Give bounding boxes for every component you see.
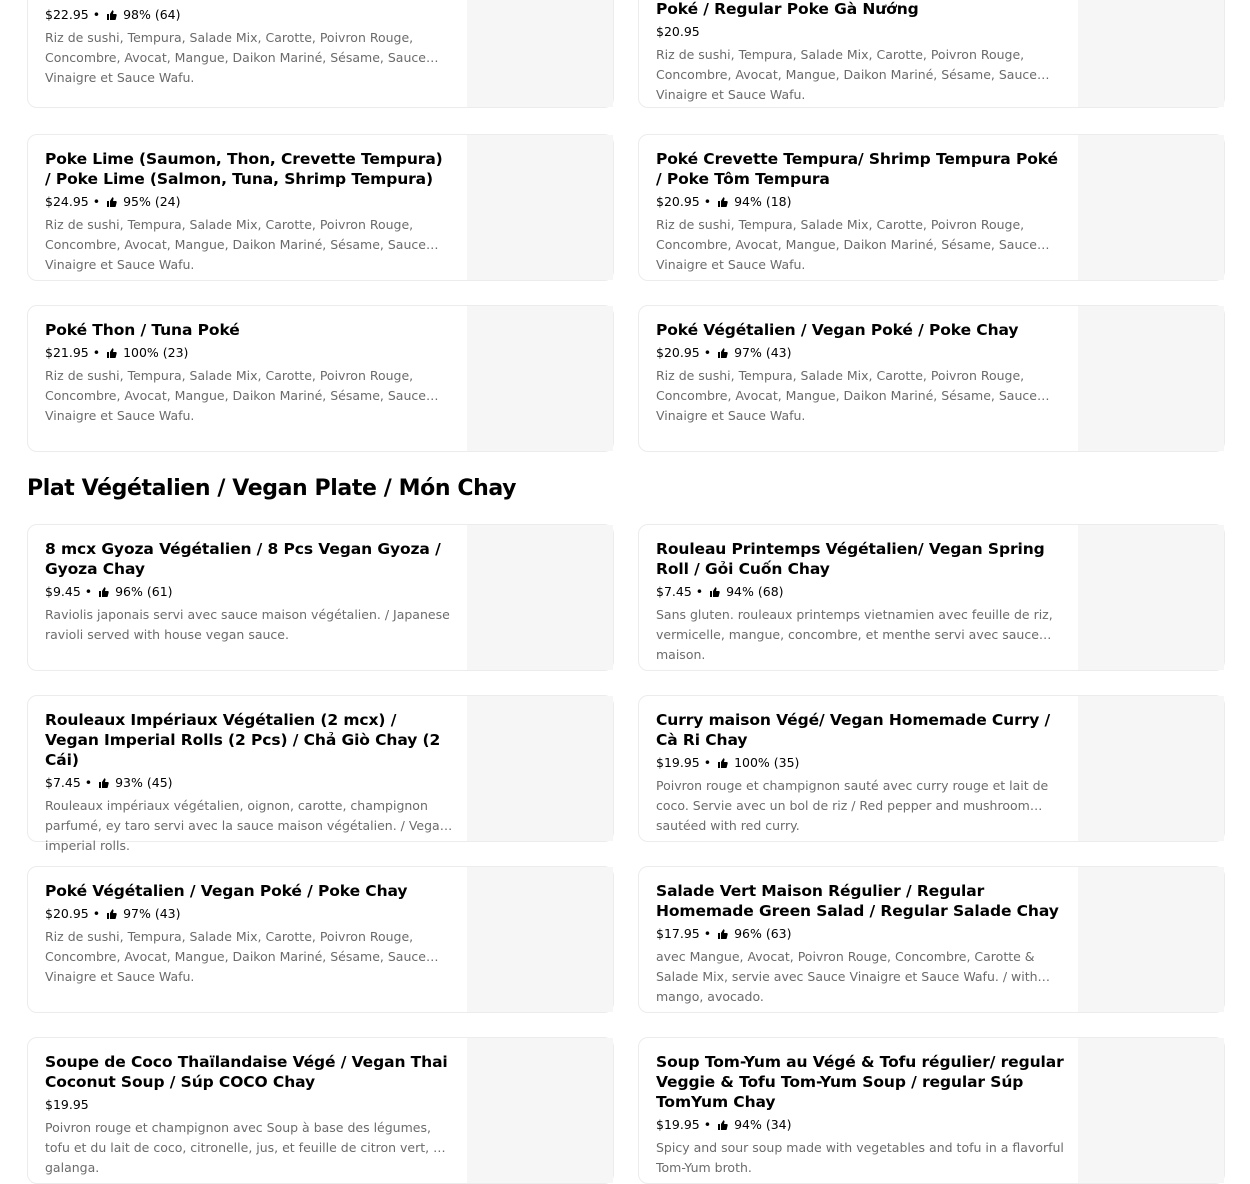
menu-item-title: 8 mcx Gyoza Végétalien / 8 Pcs Vegan Gyoza / Gyoza Chay (45, 540, 441, 578)
thumbs-up-icon (106, 196, 118, 208)
menu-item-meta: $19.95 • 100% (35) (656, 755, 800, 770)
menu-item-image (1078, 306, 1224, 451)
menu-item-meta: $9.45 • 96% (61) (45, 584, 173, 599)
menu-item-meta: $24.95 • 95% (24) (45, 194, 181, 209)
section-title: Plat Végétalien / Vegan Plate / Món Chay (27, 476, 517, 501)
menu-item-image (467, 306, 613, 451)
menu-item-rating: 100% (35) (734, 755, 800, 770)
menu-item-text (45, 149, 453, 272)
menu-item-price: $19.95 (45, 1097, 89, 1112)
menu-item-rating: 98% (64) (123, 7, 181, 22)
thumbs-up-icon (717, 196, 729, 208)
menu-item-title: Curry maison Végé/ Vegan Homemade Curry / Cà Ri Chay (656, 711, 1051, 749)
menu-item-text (656, 0, 1064, 102)
menu-item-image (467, 0, 613, 107)
menu-item-description: Riz de sushi, Tempura, Salade Mix, Carotte, Poivron Rouge, Concombre, Avocat, Mangue, Daikon Mariné, Sésame, Sauce Vinaigre et Sauce Wafu. (45, 30, 426, 85)
menu-item-description: Sans gluten. rouleaux printemps vietnamien avec feuille de riz, vermicelle, mangue, concombre, et menthe servi avec sauce maison. (656, 607, 1053, 662)
thumbs-up-icon (98, 777, 110, 789)
menu-item-card[interactable] (638, 695, 1225, 842)
menu-item-image (1078, 135, 1224, 280)
menu-item-meta: $20.95 • 97% (43) (45, 906, 181, 921)
menu-item-meta: $22.95 • 98% (64) (45, 7, 181, 22)
menu-item-card[interactable] (638, 0, 1225, 108)
menu-item-image (1078, 525, 1224, 670)
menu-item-text (45, 1052, 453, 1175)
menu-item-image (1078, 1038, 1224, 1183)
menu-item-price: $20.95 (656, 24, 700, 39)
menu-item-text (45, 7, 453, 85)
menu-item-description: Riz de sushi, Tempura, Salade Mix, Carotte, Poivron Rouge, Concombre, Avocat, Mangue, Daikon Mariné, Sésame, Sauce Vinaigre et Sauce Wafu. (656, 47, 1037, 102)
thumbs-up-icon (717, 1119, 729, 1131)
menu-item-price: $20.95 (656, 194, 700, 209)
menu-item-card[interactable] (27, 1037, 614, 1184)
menu-item-text (45, 320, 453, 423)
menu-item-text (656, 149, 1064, 272)
menu-item-rating: 97% (43) (734, 345, 792, 360)
menu-item-card[interactable] (638, 1037, 1225, 1184)
menu-item-price: $7.45 (656, 584, 692, 599)
menu-item-card[interactable] (27, 305, 614, 452)
thumbs-up-icon (717, 928, 729, 940)
menu-item-rating: 95% (24) (123, 194, 181, 209)
menu-item-text (656, 320, 1064, 423)
menu-item-card[interactable] (27, 866, 614, 1013)
thumbs-up-icon (709, 586, 721, 598)
menu-item-price: $7.45 (45, 775, 81, 790)
menu-item-meta (45, 1097, 453, 1113)
menu-item-text (45, 881, 453, 984)
menu-item-price: $20.95 (656, 345, 700, 360)
menu-item-description: avec Mangue, Avocat, Poivron Rouge, Concombre, Carotte & Salade Mix, servie avec Sauce Vinaigre et Sauce Wafu. / with mango, avocado. (656, 949, 1038, 1004)
menu-item-card[interactable] (27, 695, 614, 853)
menu-item-rating: 97% (43) (123, 906, 181, 921)
menu-item-text (45, 539, 453, 645)
menu-item-title: Poke Lime (Saumon, Thon, Crevette Tempura) / Poke Lime (Salmon, Tuna, Shrimp Tempura) (45, 150, 443, 188)
menu-item-description: Riz de sushi, Tempura, Salade Mix, Carotte, Poivron Rouge, Concombre, Avocat, Mangue, Daikon Mariné, Sésame, Sauce Vinaigre et Sauce Wafu. (656, 368, 1037, 423)
menu-item-price: $22.95 (45, 7, 89, 22)
menu-item-price: $24.95 (45, 194, 89, 209)
menu-item-title: Poké Crevette Tempura/ Shrimp Tempura Poké / Poke Tôm Tempura (656, 150, 1058, 188)
menu-item-meta: $17.95 • 96% (63) (656, 926, 792, 941)
menu-item-text (656, 539, 1064, 662)
menu-item-title: Poké Végétalien / Vegan Poké / Poke Chay (656, 321, 1019, 339)
menu-item-title: Soup Tom-Yum au Végé & Tofu régulier/ regular Veggie & Tofu Tom-Yum Soup / regular Súp TomYum Chay (656, 1053, 1064, 1111)
menu-item-description: Riz de sushi, Tempura, Salade Mix, Carotte, Poivron Rouge, Concombre, Avocat, Mangue, Daikon Mariné, Sésame, Sauce Vinaigre et Sauce Wafu. (45, 368, 426, 423)
menu-item-image (467, 525, 613, 670)
menu-item-rating: 94% (18) (734, 194, 792, 209)
menu-item-rating: 96% (61) (115, 584, 173, 599)
menu-item-rating: 96% (63) (734, 926, 792, 941)
menu-item-description: Riz de sushi, Tempura, Salade Mix, Carotte, Poivron Rouge, Concombre, Avocat, Mangue, Daikon Mariné, Sésame, Sauce Vinaigre et Sauce Wafu. (45, 929, 426, 984)
menu-item-title: Salade Vert Maison Régulier / Regular Homemade Green Salad / Regular Salade Chay (656, 882, 1059, 920)
menu-item-description: Poivron rouge et champignon sauté avec curry rouge et lait de coco. Servie avec un bol de riz / Red pepper and mushroom sautéed with red curry. (656, 778, 1049, 833)
menu-item-image (467, 867, 613, 1012)
thumbs-up-icon (106, 347, 118, 359)
menu-item-rating: 100% (23) (123, 345, 189, 360)
menu-item-image (467, 1038, 613, 1183)
menu-item-title: Poké / Regular Poke Gà Nướng (656, 0, 919, 18)
menu-item-card[interactable] (27, 0, 614, 108)
menu-item-description: Rouleaux impériaux végétalien, oignon, carotte, champignon parfumé, ey taro servi avec la sauce maison végétalien. / Vegan imperial rolls. (45, 798, 448, 853)
menu-item-description: Poivron rouge et champignon avec Soup à base des légumes, tofu et du lait de coco, citronelle, jus, et feuille de citron vert, et galanga. (45, 1120, 446, 1175)
menu-item-card[interactable] (638, 524, 1225, 671)
menu-item-rating: 94% (34) (734, 1117, 792, 1132)
menu-item-card[interactable] (638, 305, 1225, 452)
menu-item-text (656, 1052, 1064, 1178)
menu-item-text (656, 881, 1064, 1004)
menu-item-image (1078, 696, 1224, 841)
menu-item-image (467, 135, 613, 280)
menu-item-rating: 94% (68) (726, 584, 784, 599)
menu-item-meta: $20.95 • 94% (18) (656, 194, 792, 209)
menu-item-meta: $19.95 • 94% (34) (656, 1117, 792, 1132)
menu-item-title: Poké Thon / Tuna Poké (45, 321, 240, 339)
menu-item-title: Rouleau Printemps Végétalien/ Vegan Spring Roll / Gỏi Cuốn Chay (656, 540, 1045, 578)
thumbs-up-icon (717, 757, 729, 769)
menu-item-meta: $7.45 • 93% (45) (45, 775, 173, 790)
menu-item-price: $19.95 (656, 755, 700, 770)
menu-item-rating: 93% (45) (115, 775, 173, 790)
menu-item-text (45, 710, 453, 853)
menu-item-price: $9.45 (45, 584, 81, 599)
menu-item-description: Raviolis japonais servi avec sauce maison végétalien. / Japanese ravioli served with house vegan sauce. (45, 607, 450, 642)
menu-item-meta: $20.95 • 97% (43) (656, 345, 792, 360)
menu-item-meta (656, 24, 1064, 40)
menu-item-card[interactable] (27, 524, 614, 671)
menu-item-image (1078, 0, 1224, 107)
menu-item-meta: $21.95 • 100% (23) (45, 345, 189, 360)
thumbs-up-icon (98, 586, 110, 598)
menu-item-title: Rouleaux Impériaux Végétalien (2 mcx) / Vegan Imperial Rolls (2 Pcs) / Chả Giò Chay (2 Cái) (45, 711, 441, 769)
menu-item-price: $21.95 (45, 345, 89, 360)
menu-item-card[interactable] (638, 134, 1225, 281)
menu-item-meta: $7.45 • 94% (68) (656, 584, 784, 599)
menu-item-description: Riz de sushi, Tempura, Salade Mix, Carotte, Poivron Rouge, Concombre, Avocat, Mangue, Daikon Mariné, Sésame, Sauce Vinaigre et Sauce Wafu. (656, 217, 1037, 272)
thumbs-up-icon (717, 347, 729, 359)
menu-item-price: $19.95 (656, 1117, 700, 1132)
thumbs-up-icon (106, 908, 118, 920)
menu-item-price: $17.95 (656, 926, 700, 941)
menu-item-description: Riz de sushi, Tempura, Salade Mix, Carotte, Poivron Rouge, Concombre, Avocat, Mangue, Daikon Mariné, Sésame, Sauce Vinaigre et Sauce Wafu. (45, 217, 426, 272)
menu-item-card[interactable] (27, 134, 614, 281)
menu-item-image (1078, 867, 1224, 1012)
menu-item-card[interactable] (638, 866, 1225, 1013)
menu-item-price: $20.95 (45, 906, 89, 921)
menu-item-title: Poké Végétalien / Vegan Poké / Poke Chay (45, 882, 408, 900)
thumbs-up-icon (106, 9, 118, 21)
menu-item-description: Spicy and sour soup made with vegetables and tofu in a flavorful Tom-Yum broth. (656, 1140, 1064, 1175)
menu-item-image (467, 696, 613, 841)
menu-item-text (656, 710, 1064, 833)
menu-item-title: Soupe de Coco Thaïlandaise Végé / Vegan Thai Coconut Soup / Súp COCO Chay (45, 1053, 448, 1091)
